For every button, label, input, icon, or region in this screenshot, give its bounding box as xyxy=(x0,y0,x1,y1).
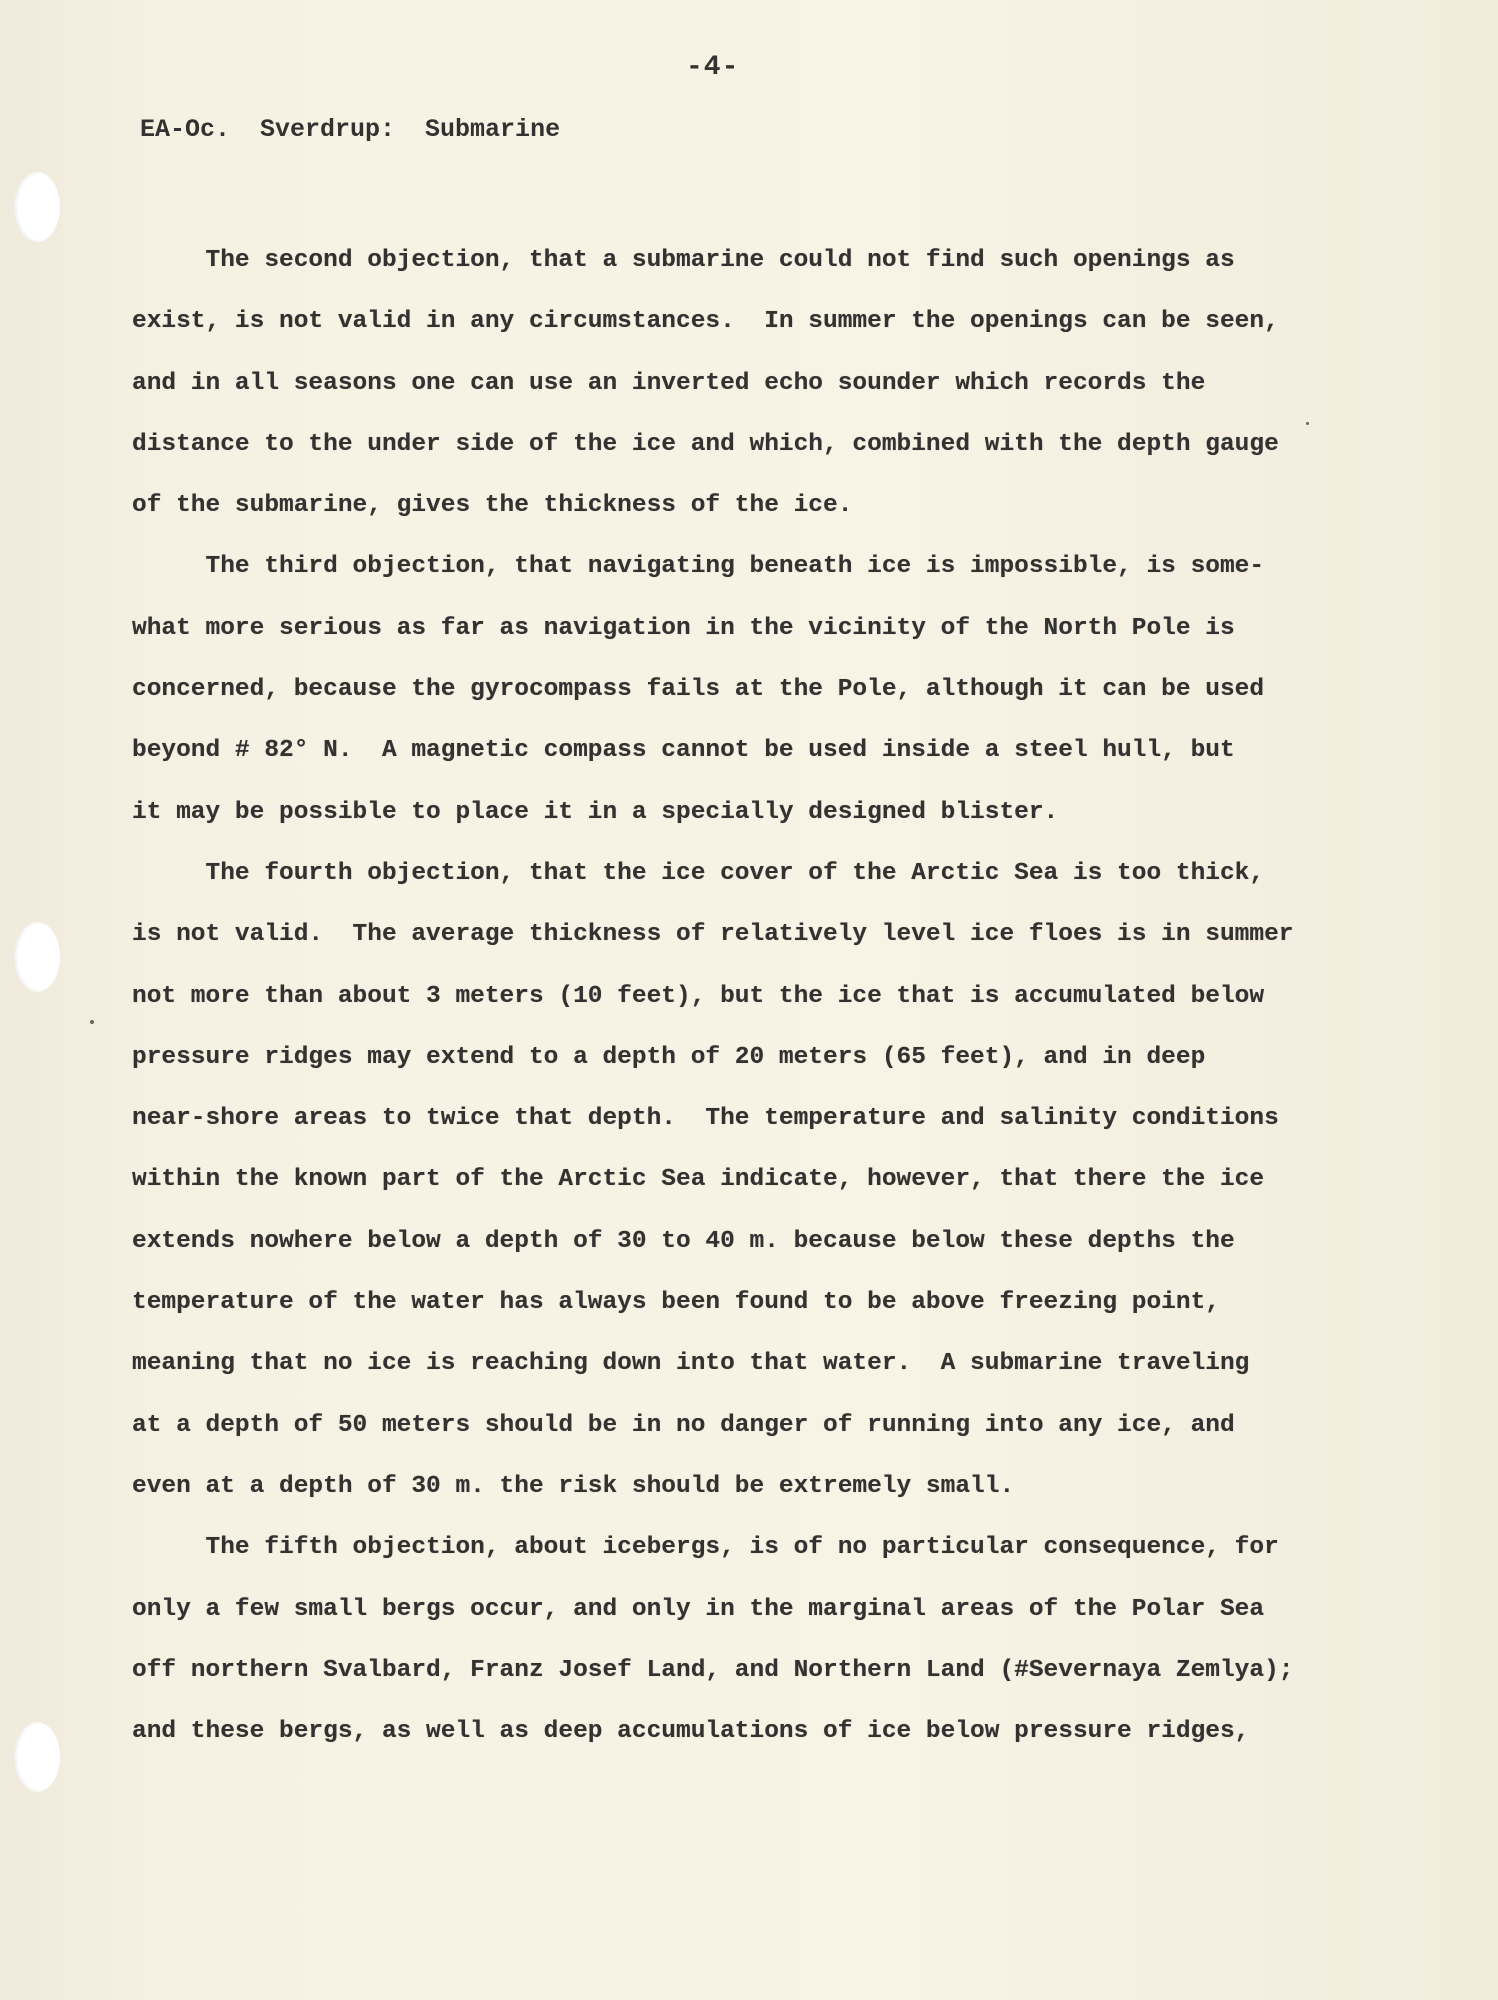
text-line: within the known part of the Arctic Sea indicate, however, that there the ice xyxy=(132,1166,1265,1194)
text-line: The fourth objection, that the ice cover of the Arctic Sea is too thick, xyxy=(132,859,1265,887)
text-line: is not valid. The average thickness of relatively level ice floes is in summer xyxy=(132,921,1294,949)
document-header: EA-Oc. Sverdrup: Submarine xyxy=(140,115,561,144)
text-line: what more serious as far as navigation in the vicinity of the North Pole is xyxy=(132,614,1235,642)
text-line: even at a depth of 30 m. the risk should be extremely small. xyxy=(132,1472,1015,1500)
text-line: and in all seasons one can use an inverted echo sounder which records the xyxy=(132,369,1206,397)
text-line: The second objection, that a submarine could not find such openings as xyxy=(132,247,1235,274)
text-line: near-shore areas to twice that depth. The temperature and salinity conditions xyxy=(132,1105,1279,1133)
text-line: pressure ridges may extend to a depth of 20 meters (65 feet), and in deep xyxy=(132,1043,1206,1071)
text-line: distance to the under side of the ice and which, combined with the depth gauge xyxy=(132,430,1279,458)
text-line: The third objection, that navigating beneath ice is impossible, is some- xyxy=(132,553,1265,581)
text-line: exist, is not valid in any circumstances. In summer the openings can be seen, xyxy=(132,308,1279,336)
page-number: -4- xyxy=(686,52,740,83)
text-line: concerned, because the gyrocompass fails at the Pole, although it can be used xyxy=(132,676,1265,704)
text-line: it may be possible to place it in a specially designed blister. xyxy=(132,798,1059,826)
text-line: of the submarine, gives the thickness of the ice. xyxy=(132,492,853,520)
text-line: beyond # 82° N. A magnetic compass cannot be used inside a steel hull, but xyxy=(132,737,1235,765)
text-line: only a few small bergs occur, and only in the marginal areas of the Polar Sea xyxy=(132,1595,1265,1623)
punch-hole xyxy=(14,1722,60,1792)
punch-hole xyxy=(14,172,60,242)
text-line: extends nowhere below a depth of 30 to 40 m. because below these depths the xyxy=(132,1227,1235,1255)
text-line: off northern Svalbard, Franz Josef Land, and Northern Land (#Severnaya Zemlya); xyxy=(132,1656,1294,1684)
text-line: at a depth of 50 meters should be in no danger of running into any ice, and xyxy=(132,1411,1235,1439)
paper-speck xyxy=(90,1020,94,1024)
text-line: not more than about 3 meters (10 feet), but the ice that is accumulated below xyxy=(132,982,1265,1010)
body-text xyxy=(132,230,1352,1762)
text-line: meaning that no ice is reaching down into that water. A submarine traveling xyxy=(132,1350,1250,1378)
text-line: temperature of the water has always been found to be above freezing point, xyxy=(132,1289,1220,1317)
text-line: and these bergs, as well as deep accumulations of ice below pressure ridges, xyxy=(132,1718,1250,1746)
punch-hole xyxy=(14,922,60,992)
text-line: The fifth objection, about icebergs, is of no particular consequence, for xyxy=(132,1534,1279,1562)
